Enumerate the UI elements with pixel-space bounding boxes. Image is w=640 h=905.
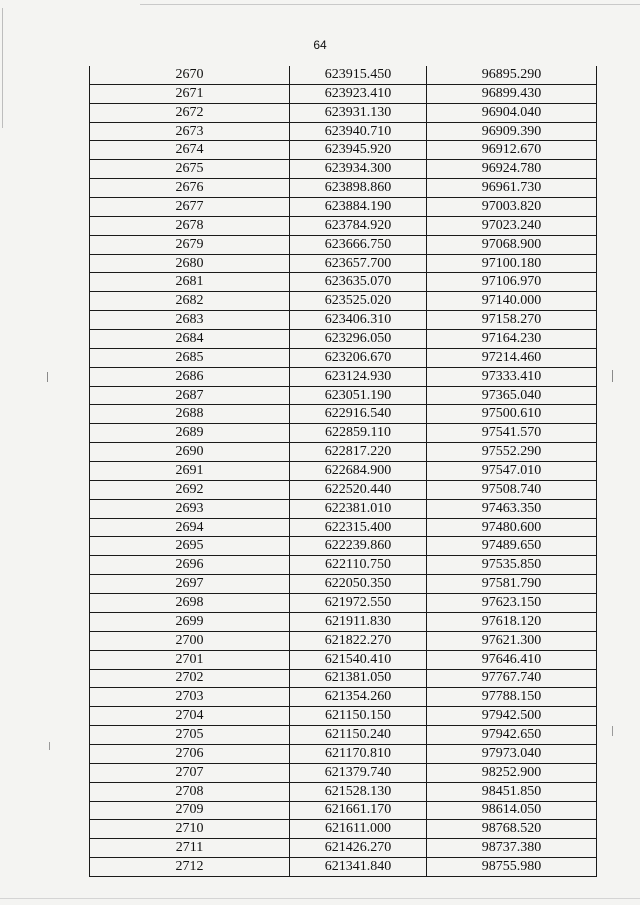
table-row: [90, 575, 597, 594]
table-row: [90, 669, 597, 688]
table-row: [90, 198, 597, 217]
x-coordinate-cell: 621381.050: [290, 669, 427, 688]
point-number-cell: 2704: [90, 707, 290, 726]
y-coordinate-cell: 97767.740: [427, 669, 597, 688]
point-number-cell: 2685: [90, 348, 290, 367]
y-coordinate-cell: 97463.350: [427, 499, 597, 518]
table-row: [90, 424, 597, 443]
point-number-cell: 2691: [90, 462, 290, 481]
table-row: [90, 556, 597, 575]
table-row: [90, 273, 597, 292]
x-coordinate-cell: 623525.020: [290, 292, 427, 311]
y-coordinate-cell: 98451.850: [427, 782, 597, 801]
table-row: [90, 631, 597, 650]
x-coordinate-cell: 622050.350: [290, 575, 427, 594]
x-coordinate-cell: 622239.860: [290, 537, 427, 556]
table-row: [90, 84, 597, 103]
point-number-cell: 2703: [90, 688, 290, 707]
table-row: [90, 141, 597, 160]
point-number-cell: 2695: [90, 537, 290, 556]
scan-mark: [612, 370, 613, 382]
table-row: [90, 367, 597, 386]
point-number-cell: 2676: [90, 179, 290, 198]
point-number-cell: 2706: [90, 744, 290, 763]
y-coordinate-cell: 97541.570: [427, 424, 597, 443]
x-coordinate-cell: 621822.270: [290, 631, 427, 650]
x-coordinate-cell: 623124.930: [290, 367, 427, 386]
table-row: [90, 254, 597, 273]
x-coordinate-cell: 623898.860: [290, 179, 427, 198]
table-row: [90, 160, 597, 179]
y-coordinate-cell: 96912.670: [427, 141, 597, 160]
scan-edge-bottom: [0, 898, 640, 899]
x-coordinate-cell: 622684.900: [290, 462, 427, 481]
x-coordinate-cell: 623666.750: [290, 235, 427, 254]
y-coordinate-cell: 97158.270: [427, 311, 597, 330]
table-row: [90, 480, 597, 499]
point-number-cell: 2670: [90, 66, 290, 84]
x-coordinate-cell: 621170.810: [290, 744, 427, 763]
y-coordinate-cell: 97068.900: [427, 235, 597, 254]
point-number-cell: 2698: [90, 594, 290, 613]
x-coordinate-cell: 623406.310: [290, 311, 427, 330]
point-number-cell: 2679: [90, 235, 290, 254]
x-coordinate-cell: 621426.270: [290, 839, 427, 858]
point-number-cell: 2688: [90, 405, 290, 424]
point-number-cell: 2701: [90, 650, 290, 669]
y-coordinate-cell: 97623.150: [427, 594, 597, 613]
table-row: [90, 443, 597, 462]
table-row: [90, 348, 597, 367]
table-row: [90, 66, 597, 84]
scan-mark: [49, 742, 50, 750]
x-coordinate-cell: 623784.920: [290, 216, 427, 235]
table-row: [90, 462, 597, 481]
x-coordinate-cell: 621341.840: [290, 858, 427, 877]
scan-edge-top: [140, 4, 640, 5]
x-coordinate-cell: 621528.130: [290, 782, 427, 801]
x-coordinate-cell: 622520.440: [290, 480, 427, 499]
y-coordinate-cell: 97535.850: [427, 556, 597, 575]
x-coordinate-cell: 621611.000: [290, 820, 427, 839]
point-number-cell: 2677: [90, 198, 290, 217]
x-coordinate-cell: 622817.220: [290, 443, 427, 462]
y-coordinate-cell: 97973.040: [427, 744, 597, 763]
table-row: [90, 386, 597, 405]
point-number-cell: 2673: [90, 122, 290, 141]
point-number-cell: 2686: [90, 367, 290, 386]
point-number-cell: 2680: [90, 254, 290, 273]
y-coordinate-cell: 97480.600: [427, 518, 597, 537]
x-coordinate-cell: 621911.830: [290, 612, 427, 631]
point-number-cell: 2702: [90, 669, 290, 688]
coordinates-table: [89, 66, 597, 877]
y-coordinate-cell: 97140.000: [427, 292, 597, 311]
table-row: [90, 707, 597, 726]
y-coordinate-cell: 97508.740: [427, 480, 597, 499]
table-row: [90, 782, 597, 801]
y-coordinate-cell: 97547.010: [427, 462, 597, 481]
x-coordinate-cell: 621972.550: [290, 594, 427, 613]
x-coordinate-cell: 623635.070: [290, 273, 427, 292]
y-coordinate-cell: 97788.150: [427, 688, 597, 707]
x-coordinate-cell: 623931.130: [290, 103, 427, 122]
y-coordinate-cell: 96904.040: [427, 103, 597, 122]
point-number-cell: 2678: [90, 216, 290, 235]
y-coordinate-cell: 96909.390: [427, 122, 597, 141]
point-number-cell: 2710: [90, 820, 290, 839]
table-row: [90, 518, 597, 537]
x-coordinate-cell: 623051.190: [290, 386, 427, 405]
x-coordinate-cell: 621150.150: [290, 707, 427, 726]
x-coordinate-cell: 623923.410: [290, 84, 427, 103]
y-coordinate-cell: 97365.040: [427, 386, 597, 405]
x-coordinate-cell: 623915.450: [290, 66, 427, 84]
point-number-cell: 2700: [90, 631, 290, 650]
y-coordinate-cell: 97942.500: [427, 707, 597, 726]
point-number-cell: 2712: [90, 858, 290, 877]
table-row: [90, 405, 597, 424]
point-number-cell: 2690: [90, 443, 290, 462]
scan-mark: [612, 726, 613, 736]
y-coordinate-cell: 98755.980: [427, 858, 597, 877]
y-coordinate-cell: 97164.230: [427, 330, 597, 349]
x-coordinate-cell: 623934.300: [290, 160, 427, 179]
y-coordinate-cell: 96961.730: [427, 179, 597, 198]
x-coordinate-cell: 621540.410: [290, 650, 427, 669]
y-coordinate-cell: 97214.460: [427, 348, 597, 367]
y-coordinate-cell: 97333.410: [427, 367, 597, 386]
table-row: [90, 122, 597, 141]
y-coordinate-cell: 97621.300: [427, 631, 597, 650]
x-coordinate-cell: 622381.010: [290, 499, 427, 518]
x-coordinate-cell: 623206.670: [290, 348, 427, 367]
point-number-cell: 2674: [90, 141, 290, 160]
y-coordinate-cell: 96899.430: [427, 84, 597, 103]
point-number-cell: 2683: [90, 311, 290, 330]
table-row: [90, 612, 597, 631]
y-coordinate-cell: 97618.120: [427, 612, 597, 631]
x-coordinate-cell: 621354.260: [290, 688, 427, 707]
x-coordinate-cell: 622315.400: [290, 518, 427, 537]
point-number-cell: 2693: [90, 499, 290, 518]
table-row: [90, 179, 597, 198]
x-coordinate-cell: 623940.710: [290, 122, 427, 141]
y-coordinate-cell: 97552.290: [427, 443, 597, 462]
point-number-cell: 2684: [90, 330, 290, 349]
point-number-cell: 2671: [90, 84, 290, 103]
y-coordinate-cell: 97023.240: [427, 216, 597, 235]
point-number-cell: 2687: [90, 386, 290, 405]
scan-edge-left: [2, 8, 3, 128]
point-number-cell: 2711: [90, 839, 290, 858]
y-coordinate-cell: 97500.610: [427, 405, 597, 424]
table-row: [90, 499, 597, 518]
table-row: [90, 292, 597, 311]
table-row: [90, 537, 597, 556]
table-row: [90, 103, 597, 122]
x-coordinate-cell: 623657.700: [290, 254, 427, 273]
table-row: [90, 235, 597, 254]
point-number-cell: 2699: [90, 612, 290, 631]
table-row: [90, 688, 597, 707]
point-number-cell: 2681: [90, 273, 290, 292]
x-coordinate-cell: 623884.190: [290, 198, 427, 217]
x-coordinate-cell: 622916.540: [290, 405, 427, 424]
x-coordinate-cell: 623296.050: [290, 330, 427, 349]
point-number-cell: 2672: [90, 103, 290, 122]
x-coordinate-cell: 622859.110: [290, 424, 427, 443]
table-row: [90, 216, 597, 235]
point-number-cell: 2692: [90, 480, 290, 499]
x-coordinate-cell: 622110.750: [290, 556, 427, 575]
scan-mark: [47, 372, 48, 382]
page-number: 64: [313, 38, 327, 52]
y-coordinate-cell: 97581.790: [427, 575, 597, 594]
table-row: [90, 594, 597, 613]
x-coordinate-cell: 621661.170: [290, 801, 427, 820]
y-coordinate-cell: 97100.180: [427, 254, 597, 273]
table-row: [90, 726, 597, 745]
point-number-cell: 2689: [90, 424, 290, 443]
point-number-cell: 2705: [90, 726, 290, 745]
point-number-cell: 2675: [90, 160, 290, 179]
y-coordinate-cell: 97106.970: [427, 273, 597, 292]
table-row: [90, 839, 597, 858]
x-coordinate-cell: 621379.740: [290, 763, 427, 782]
point-number-cell: 2708: [90, 782, 290, 801]
point-number-cell: 2697: [90, 575, 290, 594]
table-row: [90, 311, 597, 330]
y-coordinate-cell: 98737.380: [427, 839, 597, 858]
point-number-cell: 2696: [90, 556, 290, 575]
x-coordinate-cell: 623945.920: [290, 141, 427, 160]
table-row: [90, 650, 597, 669]
y-coordinate-cell: 96924.780: [427, 160, 597, 179]
point-number-cell: 2707: [90, 763, 290, 782]
y-coordinate-cell: 97003.820: [427, 198, 597, 217]
x-coordinate-cell: 621150.240: [290, 726, 427, 745]
coordinates-table-body: [90, 66, 597, 876]
y-coordinate-cell: 98768.520: [427, 820, 597, 839]
point-number-cell: 2709: [90, 801, 290, 820]
table-row: [90, 858, 597, 877]
table-row: [90, 744, 597, 763]
table-row: [90, 801, 597, 820]
y-coordinate-cell: 97489.650: [427, 537, 597, 556]
table-row: [90, 763, 597, 782]
table-row: [90, 820, 597, 839]
y-coordinate-cell: 98252.900: [427, 763, 597, 782]
point-number-cell: 2694: [90, 518, 290, 537]
table-row: [90, 330, 597, 349]
y-coordinate-cell: 98614.050: [427, 801, 597, 820]
y-coordinate-cell: 96895.290: [427, 66, 597, 84]
y-coordinate-cell: 97646.410: [427, 650, 597, 669]
y-coordinate-cell: 97942.650: [427, 726, 597, 745]
point-number-cell: 2682: [90, 292, 290, 311]
